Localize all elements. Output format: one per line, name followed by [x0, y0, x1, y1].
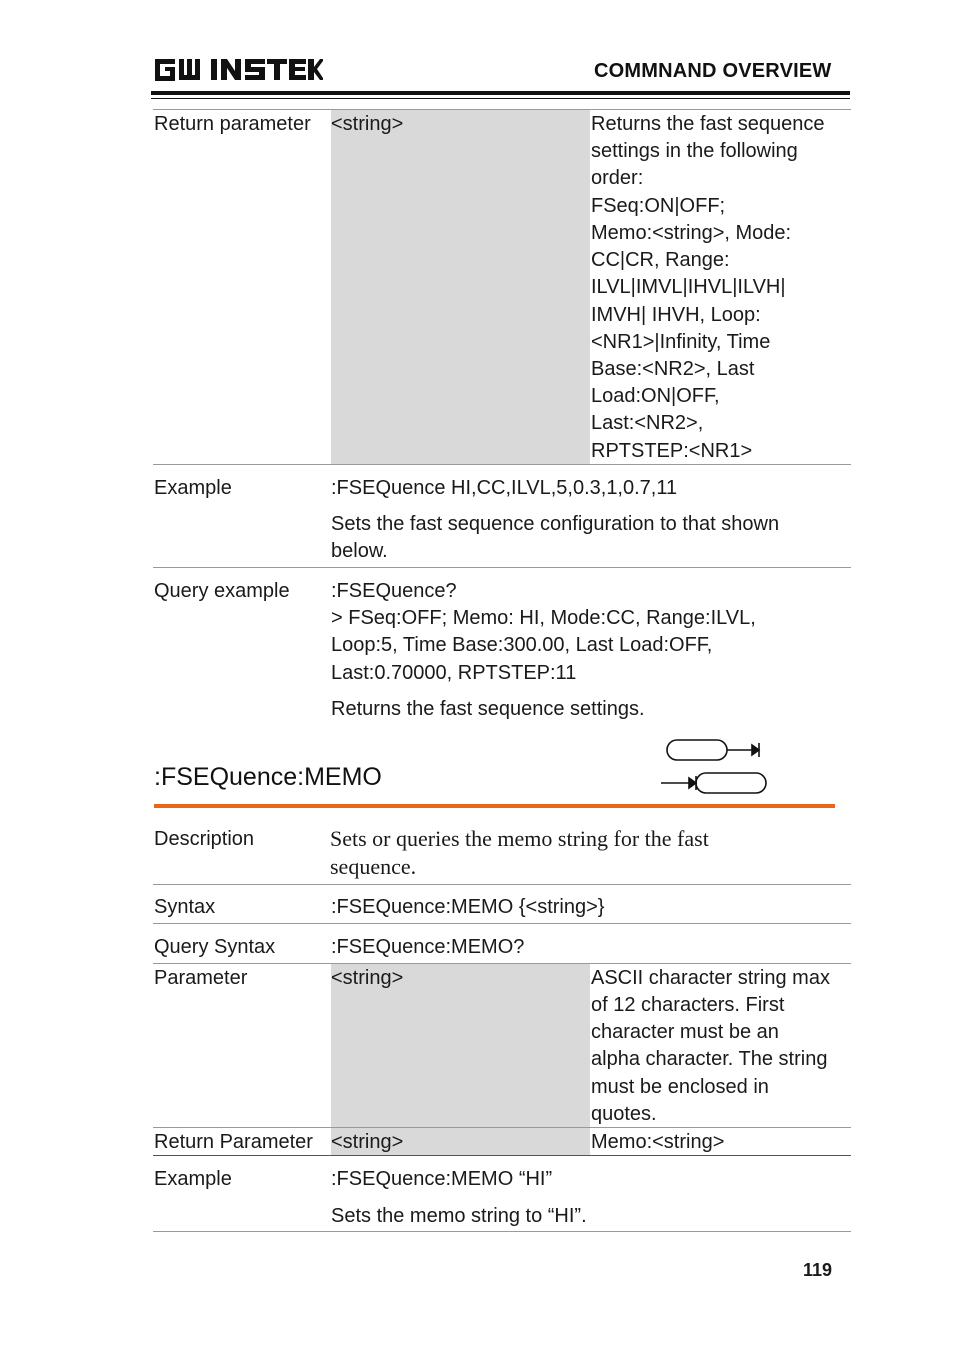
parameter-desc-line: must be enclosed in	[591, 1076, 769, 1098]
command-title-rule	[154, 804, 835, 808]
row-divider	[153, 464, 851, 465]
section-title: COMMNAND OVERVIEW	[594, 60, 832, 82]
query-syntax-value: :FSEQuence:MEMO?	[331, 936, 525, 958]
return-parameter-label: Return parameter	[154, 113, 311, 135]
parameter-label: Parameter	[154, 967, 248, 989]
row-divider	[153, 923, 851, 924]
example-command: :FSEQuence:MEMO “HI”	[331, 1168, 553, 1190]
command-title: :FSEQuence:MEMO	[154, 763, 382, 791]
return-desc-line: FSeq:ON|OFF;	[591, 195, 726, 217]
example-desc-line: below.	[331, 540, 388, 562]
parameter-desc-line: character must be an	[591, 1021, 779, 1043]
return-desc-line: CC|CR, Range:	[591, 249, 730, 271]
header-rule-thin	[151, 98, 850, 99]
syntax-label: Syntax	[154, 896, 216, 918]
row-divider	[153, 1231, 851, 1232]
return-parameter-type: <string>	[331, 113, 404, 135]
parameter-type: <string>	[331, 967, 404, 989]
return-desc-line: order:	[591, 167, 644, 189]
description-line: Sets or queries the memo string for the fast	[330, 826, 709, 851]
return-desc-line: Base:<NR2>, Last	[591, 358, 755, 380]
query-example-desc: Returns the fast sequence settings.	[331, 698, 645, 720]
query-example-line: :FSEQuence?	[331, 580, 457, 602]
return-desc-line: Returns the fast sequence	[591, 113, 825, 135]
query-example-line: Loop:5, Time Base:300.00, Last Load:OFF,	[331, 634, 713, 656]
query-example-line: Last:0.70000, RPTSTEP:11	[331, 662, 577, 684]
header-rule-thick	[151, 91, 850, 95]
return-desc-line: Memo:<string>, Mode:	[591, 222, 792, 244]
return-desc-line: settings in the following	[591, 140, 798, 162]
description-line: sequence.	[330, 854, 417, 879]
gw-instek-logo	[153, 55, 323, 83]
row-divider	[153, 567, 851, 568]
parameter-desc-line: of 12 characters. First	[591, 994, 785, 1016]
return-parameter-desc: Memo:<string>	[591, 1131, 725, 1153]
parameter-desc-line: quotes.	[591, 1103, 657, 1125]
query-command-icon	[661, 773, 766, 793]
example-label: Example	[154, 1168, 232, 1190]
query-syntax-label: Query Syntax	[154, 936, 276, 958]
return-desc-line: Load:ON|OFF,	[591, 385, 720, 407]
return-desc-line: ILVL|IMVL|IHVL|ILVH|	[591, 276, 786, 298]
return-desc-line: IMVH| IHVH, Loop:	[591, 304, 761, 326]
return-parameter-label: Return Parameter	[154, 1131, 313, 1153]
row-divider	[153, 1155, 851, 1156]
example-desc-line: Sets the fast sequence configuration to that shown	[331, 513, 780, 535]
query-example-label: Query example	[154, 580, 290, 602]
row-divider	[153, 884, 851, 885]
parameter-desc-line: alpha character. The string	[591, 1048, 828, 1070]
query-example-line: > FSeq:OFF; Memo: HI, Mode:CC, Range:ILVL,	[331, 607, 756, 629]
return-desc-line: Last:<NR2>,	[591, 412, 704, 434]
return-desc-line: RPTSTEP:<NR1>	[591, 440, 753, 462]
example-desc: Sets the memo string to “HI”.	[331, 1205, 587, 1227]
example-command: :FSEQuence HI,CC,ILVL,5,0.3,1,0.7,11	[331, 477, 678, 499]
set-command-icon	[667, 740, 759, 760]
syntax-value: :FSEQuence:MEMO {<string>}	[331, 896, 605, 918]
example-label: Example	[154, 477, 232, 499]
return-desc-line: <NR1>|Infinity, Time	[591, 331, 771, 353]
page-number: 119	[803, 1260, 833, 1280]
return-parameter-type: <string>	[331, 1131, 404, 1153]
parameter-desc-line: ASCII character string max	[591, 967, 830, 989]
description-label: Description	[154, 828, 255, 850]
set-query-icon	[660, 737, 770, 797]
type-cell-shade	[331, 110, 590, 464]
